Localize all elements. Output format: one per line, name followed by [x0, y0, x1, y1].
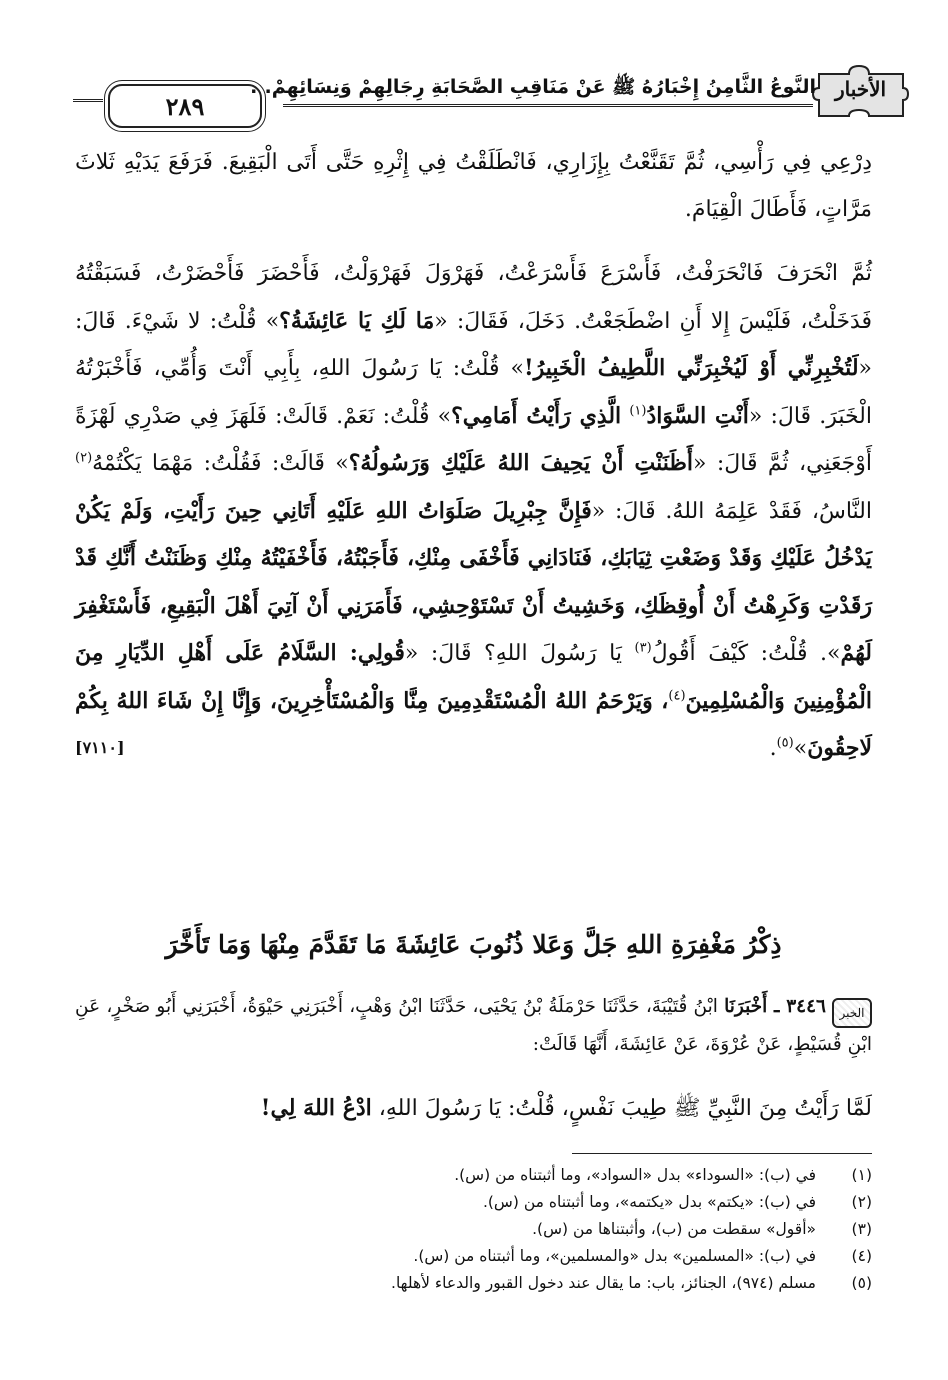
page-header: [78, 66, 908, 126]
footnote-number: (٤): [851, 1247, 872, 1265]
footnote-5: [75, 1270, 872, 1297]
prophet-speech: أَظَنَنْتِ أَنْ يَحِيفَ اللهُ عَلَيْكِ وَرَسُولُهُ؟: [348, 450, 694, 476]
footnote-text: «أقول» سقطت من (ب)، وأثبتناها من (س).: [532, 1220, 816, 1238]
text-run: » قُلْتُ: نَعَمْ. قَالَتْ: فَلَهَزَ فِي صَدْرِي لَهْزَةً أَوْجَعَنِي، ثُمَّ قَالَ: «: [75, 403, 872, 476]
paragraph-2: [75, 251, 872, 773]
hadith-number: ٣٤٤٦: [786, 996, 826, 1017]
footnote-marker[interactable]: (٥): [776, 735, 794, 751]
footnote-2: [75, 1189, 872, 1216]
footnote-number: (٢): [851, 1193, 872, 1211]
text-run: » قُلْتُ: لا شَيْءَ. قَالَ: «: [75, 308, 872, 381]
prophet-speech: فَإِنَّ جِبْرِيلَ صَلَوَاتُ اللهِ عَلَيْهِ أَتَانِي حِينَ رَأَيْتِ، وَلَمْ يَكُنْ يَدْخُلُ عَلَيْكِ وَقَدْ وَضَعْتِ ثِيَابَكِ، فَنَادَانِي فَأَخْفَى مِنْكِ، فَأَجَبْتُهُ، فَأَخْفَيْتُهُ مِنْكِ وَظَنَنْتُ أَنَّكِ قَدْ رَقَدْتِ وَكَرِهْتُ أَنْ أُوقِظَكِ، وَخَشِيتُ أَنْ تَسْتَوْحِشِي، فَأَمَرَنِي أَنْ آتِيَ أَهْلَ الْبَقِيعِ، فَأَسْتَغْفِرَ لَهُمْ: [75, 497, 873, 666]
prophet-speech: الَّذِي رَأَيْتُ أَمَامِي؟: [451, 402, 622, 429]
text-run: النَّاسُ، فَقَدْ عَلِمَهُ اللهُ. قَالَ: «: [591, 498, 872, 524]
section-title: ذِكْرُ مَغْفِرَةِ اللهِ جَلَّ وَعَلا ذُنُوبَ عَائِشَةَ مَا تَقَدَّمَ مِنْهَا وَمَا تَأَخَّرَ: [165, 930, 782, 959]
footnote-marker[interactable]: (٣): [634, 640, 652, 656]
footnote-number: (١): [851, 1166, 872, 1184]
footnote-number: (٣): [851, 1220, 872, 1238]
hadith-matn: [75, 1085, 872, 1132]
footnote-text: في (ب): «السوداء» بدل «السواد»، وما أثبتناه من (س).: [454, 1166, 816, 1184]
main-text: [75, 140, 872, 773]
prophet-speech: قُولِي: السَّلَامُ عَلَى أَهْلِ الدِّيَارِ مِنَ الْمُؤْمِنِينَ وَالْمُسْلِمِينَ: [75, 640, 872, 714]
footnote-marker[interactable]: (١): [629, 403, 647, 419]
footnote-3: [75, 1216, 872, 1243]
text-run: » قَالَتْ: فَقُلْتُ: مَهْمَا يَكْتُمْهُ: [92, 451, 349, 476]
footnote-marker[interactable]: (٤): [668, 688, 686, 704]
badge-label: الأخبار: [834, 77, 887, 101]
isnad-text: ابْنُ قُتَيْبَةَ، حَدَّثَنَا حَرْمَلَةُ بْنُ يَحْيَى، حَدَّثَنَا ابْنُ وَهْبٍ، أَخْبَرَنِي حَيْوَةُ، أَخْبَرَنِي أَبُو صَخْرٍ، عَنِ ابْنِ قُسَيْطٍ، عَنْ عُرْوَةَ، عَنْ عَائِشَةَ، أَنَّهَا قَالَتْ:: [75, 996, 872, 1055]
text-run: » قُلْتُ: يَا رَسُولَ اللهِ، بِأَبِي أَنْتَ وَأُمِّي، فَأَخْبَرْتُهُ الْخَبَرَ. قَالَ: «: [75, 356, 872, 429]
text-run: ». قُلْتُ: كَيْفَ أَقُولُ: [651, 641, 841, 666]
text-run: ثُمَّ انْحَرَفَ فَانْحَرَفْتُ، فَأَسْرَعَ فَأَسْرَعْتُ، فَهَرْوَلَ فَهَرْوَلْتُ، فَأَحْضَرَ فَأَحْضَرْتُ، فَسَبَقْتُهُ فَدَخَلْتُ، فَلَيْسَ إِلا أَنِ اضْطَجَعْتُ. دَخَلَ، فَقَالَ: «: [75, 261, 872, 334]
prophet-speech: ، وَيَرْحَمُ اللهُ الْمُسْتَقْدِمِينَ مِنَّا وَالْمُسْتَأْخِرِينَ، وَإِنَّا إِنْ شَاءَ اللهُ بِكُمْ لَاحِقُونَ: [75, 687, 872, 761]
footnote-text: في (ب): «المسلمين» بدل «والمسلمين»، وما أثبتناه من (س).: [413, 1247, 816, 1265]
akhbarana: أَخْبَرَنَا: [724, 996, 768, 1017]
prophet-speech: لَتُخْبِرِنِّي أَوْ لَيُخْبِرَنِّي اللَّطِيفُ الْخَبِيرُ!: [523, 355, 859, 381]
footnote-rule: [572, 1153, 872, 1154]
page-number: ٢٨٩: [165, 92, 205, 121]
footnote-4: [75, 1243, 872, 1270]
hadith-reference: [٧١١٠]: [75, 738, 125, 757]
text-run: .: [769, 736, 777, 761]
footnote-text: في (ب): «يكتم» بدل «يكتمه»، وما أثبتناه من (س).: [482, 1193, 816, 1211]
footnotes: [75, 1162, 872, 1297]
prophet-speech: مَا لَكِ يَا عَائِشَةُ؟: [279, 307, 435, 334]
footnote-text: مسلم (٩٧٤)، الجنائز، باب: ما يقال عند دخول القبور والدعاء لأهلها.: [391, 1274, 816, 1292]
khabar-icon: الخبر: [832, 998, 872, 1028]
paragraph-1: دِرْعِي فِي رَأْسِي، ثُمَّ تَقَنَّعْتُ بِإِزَارِي، فَانْطَلَقْتُ فِي إِثْرِهِ حَتَّى أَتَى الْبَقِيعَ. فَرَفَعَ يَدَيْهِ ثَلاثَ مَرَّاتٍ، فَأَطَالَ الْقِيَامَ.: [75, 150, 872, 222]
header-rule-left: [73, 99, 103, 102]
footnote-marker[interactable]: (٢): [75, 450, 93, 466]
dash: ـ: [767, 996, 787, 1017]
header-rule: [283, 104, 813, 107]
puzzle-badge: [813, 66, 908, 118]
running-header-title: النَّوعُ الثَّامِنُ إِخْبَارُهُ ﷺ عَنْ مَنَاقِبِ الصَّحَابَةِ رِجَالِهِمْ وَنِسَائِهِمْ...: [250, 76, 816, 98]
footnote-number: (٥): [851, 1274, 872, 1292]
text-run: »: [793, 736, 808, 761]
prophet-speech: أَنْتِ السَّوَادُ: [646, 402, 749, 429]
matn-text-bold: ادْعُ اللهَ لِي!: [260, 1095, 372, 1121]
matn-text: لَمَّا رَأَيْتُ مِنَ النَّبِيِّ ﷺ طِيبَ نَفْسٍ، قُلْتُ: يَا رَسُولَ اللهِ،: [371, 1096, 872, 1121]
footnote-1: [75, 1162, 872, 1189]
text-run: يَا رَسُولَ اللهِ؟ قَالَ: «: [404, 641, 635, 666]
hadith-isnad: [75, 990, 872, 1062]
page-number-box: [108, 84, 262, 128]
